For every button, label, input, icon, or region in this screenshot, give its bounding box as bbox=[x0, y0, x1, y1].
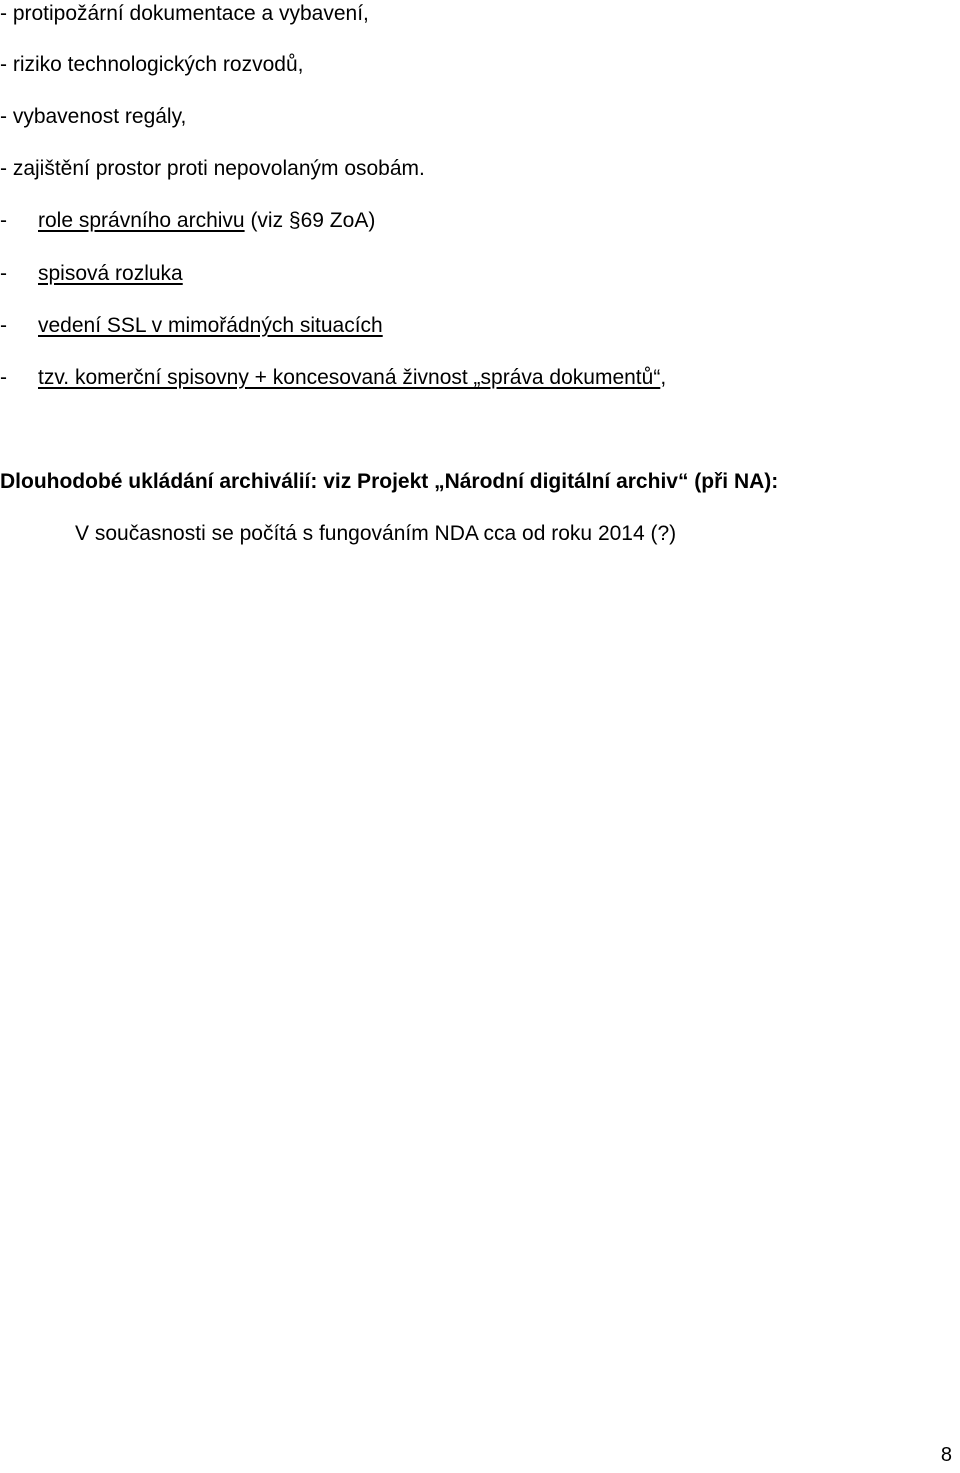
plain-line-shelving: - vybavenost regály, bbox=[0, 105, 187, 128]
underlined-text: tzv. komerční spisovny + koncesovaná živnost „správa dokumentů“ bbox=[38, 366, 661, 389]
underlined-text: vedení SSL v mimořádných situacích bbox=[38, 314, 383, 337]
dash-marker: - bbox=[0, 262, 7, 285]
plain-line-space-security: - zajištění prostor proti nepovolaným osobám. bbox=[0, 157, 425, 180]
underlined-text: spisová rozluka bbox=[38, 262, 183, 285]
page-number: 8 bbox=[940, 1444, 952, 1466]
note-text: V současnosti se počítá s fungováním NDA cca od roku 2014 (?) bbox=[75, 522, 677, 545]
dash-item-file-separation bbox=[0, 260, 183, 288]
dash-marker: - bbox=[0, 366, 7, 389]
item-rest-text: , bbox=[660, 366, 667, 389]
plain-line-technology-risk: - riziko technologických rozvodů, bbox=[0, 53, 304, 76]
plain-line-fire-documentation: - protipožární dokumentace a vybavení, bbox=[0, 2, 369, 25]
dash-marker: - bbox=[0, 209, 7, 232]
section-heading: Dlouhodobé ukládání archiválií: viz Projekt „Národní digitální archiv“ (při NA): bbox=[0, 470, 779, 493]
dash-item-ssl-management bbox=[0, 312, 383, 340]
dash-item-commercial-records bbox=[0, 364, 666, 392]
dash-item-administrative-archive bbox=[0, 207, 375, 235]
item-rest-text: (viz §69 ZoA) bbox=[244, 209, 376, 232]
dash-marker: - bbox=[0, 314, 7, 337]
underlined-text: role správního archivu bbox=[38, 209, 245, 232]
